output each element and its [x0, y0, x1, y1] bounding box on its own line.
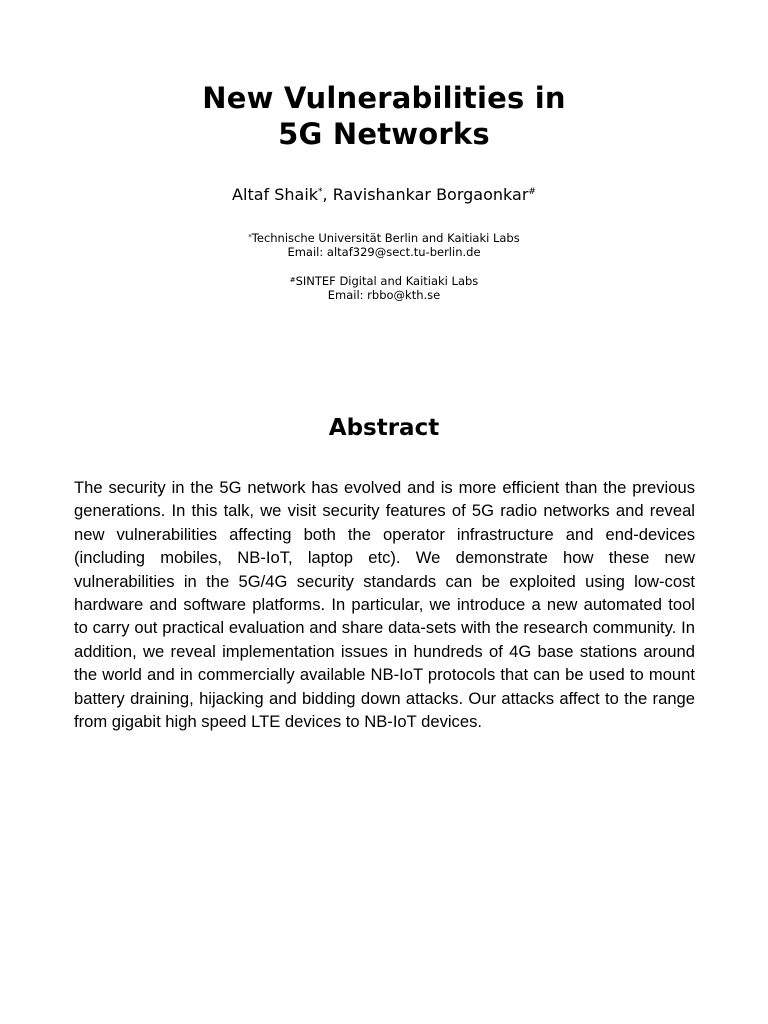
abstract-heading: Abstract — [328, 415, 440, 441]
paper-title-line-1: New Vulnerabilities in — [202, 81, 566, 115]
author-name: Ravishankar Borgaonkar — [332, 185, 529, 204]
abstract-body: The security in the 5G network has evolved and is more efficient than the previous generations. In this talk, we visit security features of 5G radio networks and reveal new vulnerabilities affecting both the operator infrastructure and end-devices (including mobiles, NB-IoT, laptop etc). We demonstrate how these new vulnerabilities in the 5G/4G security standards can be exploited using low-cost hardware and software platforms. In particular, we introduce a new automated tool to carry out practical evaluation and share data-sets with the research community. In addition, we reveal implementation issues in hundreds of 4G base stations around the world and in commercially available NB-IoT protocols that can be used to mount battery draining, hijacking and bidding down attacks. Our attacks affect to the range from gigabit high speed LTE devices to NB-IoT devices. — [74, 478, 695, 732]
affiliation-institution: SINTEF Digital and Kaitiaki Labs — [295, 274, 479, 288]
author-separator: , — [322, 185, 333, 204]
affiliation-institution: Technische Universität Berlin and Kaitiaki Labs — [251, 231, 520, 245]
author-affiliation-mark: * — [318, 187, 323, 197]
author-affiliation-mark: # — [528, 187, 536, 197]
affiliation-email: Email: rbbo@kth.se — [327, 288, 441, 302]
affiliation-mark: * — [248, 233, 252, 241]
affiliation-mark: # — [289, 276, 296, 284]
paper-title-line-2: 5G Networks — [278, 117, 490, 151]
author-name: Altaf Shaik — [232, 185, 319, 204]
affiliation-email: Email: altaf329@sect.tu-berlin.de — [287, 245, 481, 259]
affiliation-institution-line — [0, 274, 768, 288]
author-list — [0, 184, 768, 206]
paper-title — [0, 80, 768, 152]
affiliation-block-2 — [0, 274, 768, 302]
affiliation-institution-line — [0, 231, 768, 245]
affiliation-block-1 — [0, 231, 768, 259]
